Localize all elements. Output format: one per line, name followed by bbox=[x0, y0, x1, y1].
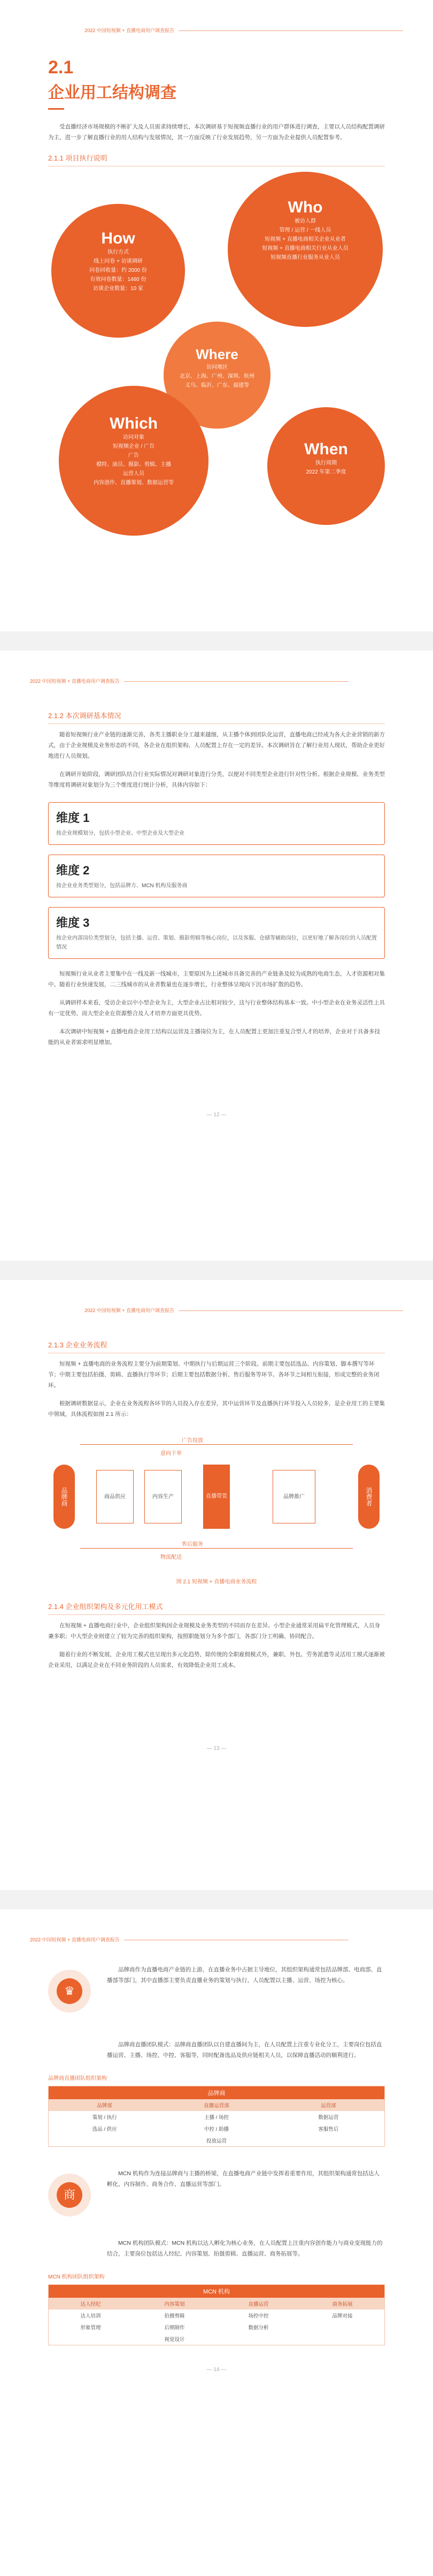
dimension-box-2: 维度 2 按企业业务类型划分，包括品牌方、MCN 机构及服务商 bbox=[48, 855, 385, 897]
table-title: 品牌商直播团队组织架构 bbox=[48, 2076, 107, 2082]
table-row: 形象管理 后期制作 数据分析 bbox=[80, 2325, 269, 2331]
table-title: MCN 机构团队组织架构 bbox=[48, 2274, 105, 2280]
intro-paragraph: 受直播经济市场规模的不断扩大及人员需求持续增长，本次调研基于短视频直播行业的用户群体进行调查，主要以人员结构配置调研为主，进一步了解直播行业的用人结构与发展情况，其一方面反映了行业发展趋势，另一方面为企业提供人员配置参考。 bbox=[48, 124, 385, 141]
page-3 bbox=[0, 1280, 433, 1890]
circle-who: Who 被访人群 管理 / 运营 / 一线人员 短视频 + 直播电商相关企业从业者 短视频 + 直播电商相关行业从业人员 短视频直播行业服务从业人员 bbox=[228, 172, 383, 327]
flow-bottom-label: 售后服务 bbox=[182, 1542, 203, 1548]
table-row: 视觉设计 bbox=[164, 2337, 185, 2343]
page-number: — 12 — bbox=[206, 1112, 227, 1118]
flow-top-label: 广告投放 bbox=[182, 1438, 203, 1444]
flow-node-1: 商品供应 bbox=[96, 1470, 134, 1523]
circle-when: When 执行周期 2022 年第二季度 bbox=[267, 407, 385, 525]
flow-node-3: 直播带货 bbox=[203, 1465, 230, 1529]
org-table-2 bbox=[48, 2284, 385, 2345]
circle-where: Where 访问地区 北京、上海、广州、深圳、杭州 义乌、临沂、广东、福建等 bbox=[164, 322, 270, 429]
flow-bottom-label-2: 物流配送 bbox=[160, 1554, 182, 1560]
table-row: 策划 / 执行 主播 / 场控 数据运营 bbox=[92, 2115, 339, 2121]
header-text: 2022 中国短视频 + 直播电商用户调查报告 bbox=[84, 28, 174, 33]
page-header bbox=[0, 0, 433, 34]
dimension-box-3: 维度 3 按企业内部岗位类型划分，包括主播、运营、策划、摄影剪辑等核心岗位，以及客服、仓储等辅助岗位，以更好地了解各岗位的人员配置情况 bbox=[48, 907, 385, 959]
paragraph: 随着行业的不断发展，企业用工模式也呈现出多元化趋势，除传统的全职雇佣模式外，兼职、外包、劳务派遣等灵活用工模式逐渐被企业采用，以满足企业在不同业务阶段的人员需求，有效降低企业用工成本。 bbox=[48, 1651, 385, 1668]
flow-top-arrow bbox=[80, 1444, 353, 1445]
paragraph: 随着短视频行业产业链的逐渐完善，各类主播职业分工越来越细，从主播个体到团队化运营，直播电商已经成为各大企业营销的新方式，由于企业规模及业务形态的不同，各企业在组织架构、人员配置上存在一定的差异。本次调研旨在了解行业用人现状，帮助企业更好地进行人员规划。 bbox=[48, 731, 385, 759]
section-title: 企业用工结构调查 bbox=[48, 84, 176, 102]
table-row: 达人经纪 内容策划 直播运营 商务拓展 bbox=[49, 2298, 384, 2310]
table-row: 选品 / 供应 中控 / 助播 客服售后 bbox=[92, 2127, 339, 2132]
flow-bottom-arrow bbox=[80, 1548, 353, 1549]
page-header: 2022 中国短视频 + 直播电商用户调查报告 bbox=[0, 651, 433, 684]
paragraph: 短视频行业从业者主要集中在一线及新一线城市，主要原因为上述城市具备完善的产业链条及较为成熟的电商生态，人才资源相对集中。随着行业快速发展，二三线城市的从业者数量也在逐步增长，行业整体呈现向下沉市场扩散的趋势。 bbox=[48, 971, 385, 988]
page-number: — 13 — bbox=[206, 1746, 227, 1751]
subhead-project: 2.1.1 项目执行说明 bbox=[48, 153, 385, 166]
page-header: 2022 中国短视频 + 直播电商用户调查报告 bbox=[0, 1909, 433, 1943]
paragraph: 在调研开始阶段，调研团队结合行业实际情况对调研对象进行分类，以便对不同类型企业进行针对性分析。根据企业规模、业务类型等维度将调研对象划分为三个维度进行统计分析，具体内容如下： bbox=[48, 771, 385, 788]
flow-left: 品牌商 bbox=[53, 1465, 75, 1529]
page-2 bbox=[0, 651, 433, 1261]
paragraph: 从调研样本来看，受访企业以中小型企业为主，大型企业占比相对较少，这与行业整体结构基本一致。中小型企业在业务灵活性上具有一定优势，而大型企业在资源整合及人才培养方面更具优势。 bbox=[48, 1000, 385, 1017]
table-row: 投放运营 bbox=[206, 2138, 227, 2144]
flow-node-2: 内容生产 bbox=[144, 1470, 182, 1523]
circle-how: How 执行方式 线上问卷 + 访谈调研 问卷回收量：约 2000 份 有效问卷数量：1460 份 访谈企业数量：10 家 bbox=[51, 204, 185, 338]
page-gap bbox=[0, 1890, 433, 1909]
flow-top-label-2: 意向下单 bbox=[160, 1451, 182, 1457]
figure-caption: 图 2.1 短视频 + 直播电商业务流程 bbox=[176, 1579, 257, 1585]
table-header: 品牌商 bbox=[49, 2086, 384, 2099]
org-table-1 bbox=[48, 2086, 385, 2147]
subhead-basic: 2.1.2 本次调研基本情况 bbox=[48, 710, 385, 724]
paragraph: MCN 机构团队模式：MCN 机构以达人孵化为核心业务，在人员配置上注重内容创作能力与商业变现能力的结合，主要岗位包括达人经纪、内容策划、拍摄剪辑、直播运营、商务拓展等。 bbox=[107, 2240, 383, 2257]
paragraph: 品牌商直播团队模式：品牌商直播团队以自建直播间为主，在人员配置上注重专业化分工，主要岗位包括直播运营、主播、场控、中控、客服等，同时配备选品及供应链相关人员，以保障直播活动的顺利进行。 bbox=[107, 2041, 382, 2059]
page-gap bbox=[0, 631, 433, 651]
paragraph: MCN 机构作为连接品牌商与主播的桥梁，在直播电商产业链中发挥着重要作用，其组织架构通常包括达人孵化、内容制作、商务合作、直播运营等部门。 bbox=[107, 2170, 380, 2188]
page-4 bbox=[0, 1909, 433, 2518]
paragraph: 本次调研中短视频 + 直播电商企业用工结构以运营及主播岗位为主，在人员配置上更加注重复合型人才的培养，企业对于具备多技能的从业者需求明显增加。 bbox=[48, 1028, 380, 1046]
paragraph: 在短视频 + 直播电商行业中，企业组织架构因企业规模及业务类型的不同而存在差异。小型企业通常采用扁平化管理模式，人员身兼多职；中大型企业则建立了较为完善的组织架构，按照职能划分为多个部门，各部门分工明确、协同配合。 bbox=[48, 1622, 380, 1640]
table-header: MCN 机构 bbox=[49, 2285, 384, 2298]
paragraph: 根据调研数据显示，企业在业务流程各环节的人员投入存在差异，其中运营环节及直播执行环节投入人员较多，是企业用工的主要集中领域，具体流程如图 2.1 所示： bbox=[48, 1400, 385, 1417]
page-number: — 14 — bbox=[206, 2367, 227, 2373]
flow-diagram bbox=[48, 1432, 385, 1572]
circle-which: Which 访问对象 短视频企业 / 广告 广告 模特、演员、摄影、剪辑、主播 运营人员 内容创作、直播策划、数据运营等 bbox=[59, 386, 208, 536]
dimension-box-1: 维度 1 按企业规模划分，包括小型企业、中型企业及大型企业 bbox=[48, 802, 385, 845]
subhead-structure: 2.1.4 企业组织架构及多元化用工模式 bbox=[48, 1601, 385, 1615]
table-row: 品牌部 直播运营部 运营部 bbox=[49, 2099, 384, 2111]
circle-diagram bbox=[0, 172, 433, 557]
shop-icon: 商 bbox=[48, 2174, 91, 2216]
subhead-process: 2.1.3 企业业务流程 bbox=[48, 1339, 385, 1353]
section-number: 2.1 bbox=[48, 57, 74, 78]
page-gap bbox=[0, 1261, 433, 1280]
flow-node-4: 品牌推广 bbox=[273, 1470, 315, 1523]
table-row: 达人培训 拍摄剪辑 场控中控 品牌对接 bbox=[80, 2313, 353, 2319]
flow-right: 消费者 bbox=[358, 1465, 380, 1529]
page-header: 2022 中国短视频 + 直播电商用户调查报告 bbox=[0, 1280, 433, 1314]
paragraph: 品牌商作为直播电商产业链的上游，在直播业务中占据主导地位，其组织架构通常包括品牌部、电商部、直播部等部门，其中直播部主要负责直播业务的策划与执行，人员配置以主播、运营、场控为核心。 bbox=[107, 1967, 382, 1984]
crown-icon: ♛ bbox=[48, 1970, 91, 2013]
page-1 bbox=[0, 0, 433, 631]
paragraph: 短视频 + 直播电商的业务流程主要分为前期策划、中期执行与后期运营三个阶段。前期主要包括选品、内容策划、脚本撰写等环节；中期主要包括拍摄、剪辑、直播执行等环节；后期主要包括数据分析、售后服务等环节。各环节之间相互衔接，形成完整的业务闭环。 bbox=[48, 1361, 380, 1389]
section-title-bar bbox=[48, 108, 64, 110]
